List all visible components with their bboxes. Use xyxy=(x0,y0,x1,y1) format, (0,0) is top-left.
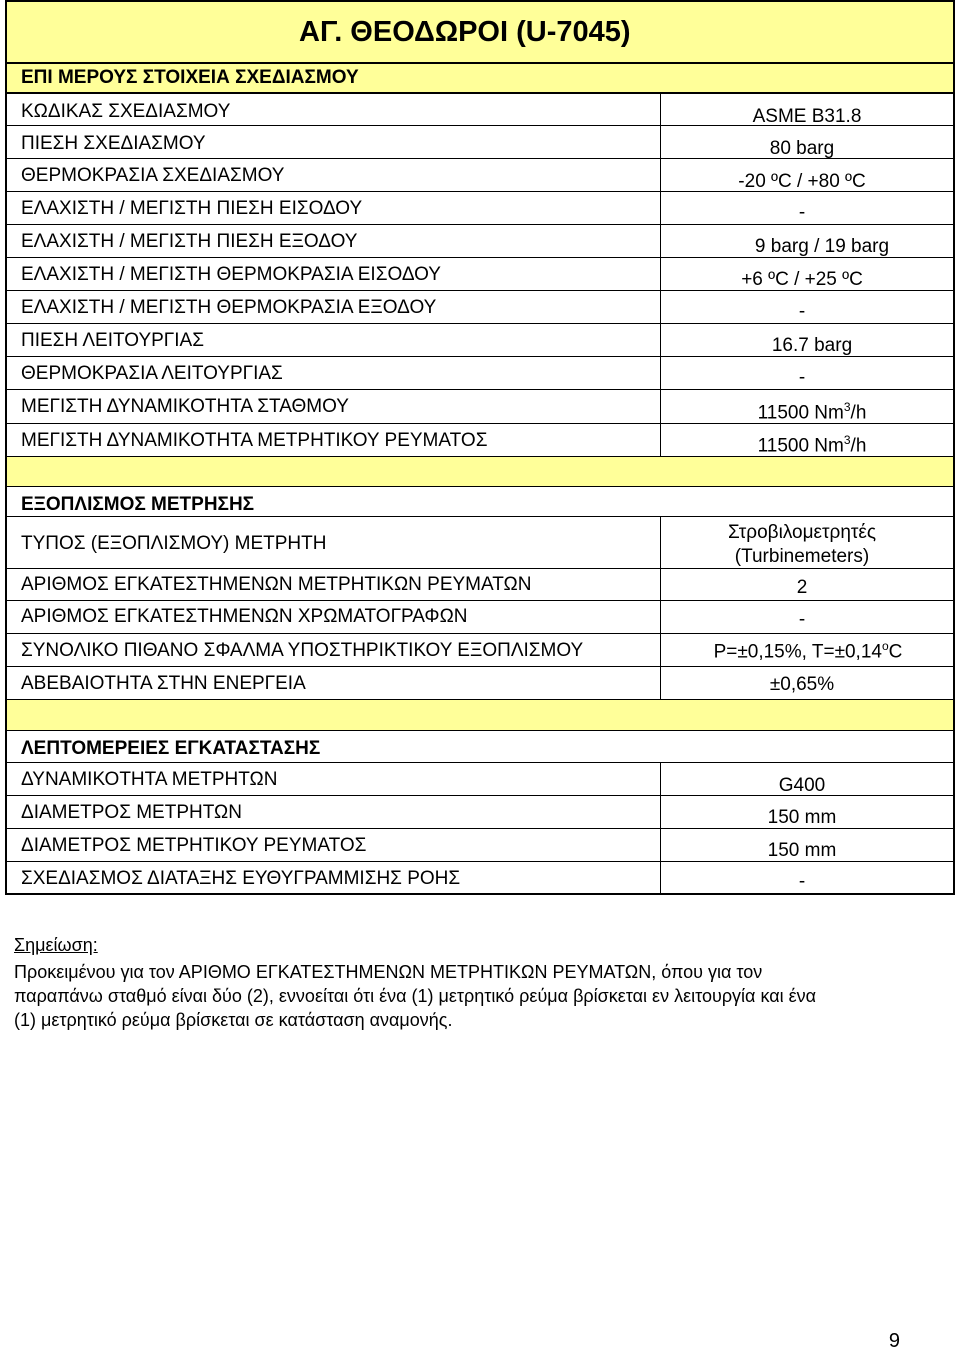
table-row xyxy=(5,225,955,258)
row-value: -20 ºC / +80 ºC xyxy=(738,171,866,192)
page-number: 9 xyxy=(888,1330,900,1352)
row-value: 2 xyxy=(796,577,808,598)
row-value: - xyxy=(798,202,806,223)
row-label: ΕΛΑΧΙΣΤΗ / ΜΕΓΙΣΤΗ ΠΙΕΣΗ ΕΙΣΟΔΟΥ xyxy=(21,198,363,219)
table-row xyxy=(5,763,955,796)
row-label: ΜΕΓΙΣΤΗ ΔΥΝΑΜΙΚΟΤΗΤΑ ΣΤΑΘΜΟΥ xyxy=(21,396,349,417)
row-value: 150 mm xyxy=(767,807,837,828)
row-value: G400 xyxy=(778,775,826,796)
row-label: ΣΧΕΔΙΑΣΜΟΣ ΔΙΑΤΑΞΗΣ ΕΥΘΥΓΡΑΜΜΙΣΗΣ ΡΟΗΣ xyxy=(21,868,461,889)
row-label: ΑΡΙΘΜΟΣ ΕΓΚΑΤΕΣΤΗΜΕΝΩΝ ΜΕΤΡΗΤΙΚΩΝ ΡΕΥΜΑΤΩΝ xyxy=(21,574,532,595)
row-value: - xyxy=(798,871,806,892)
row-value: - xyxy=(798,367,806,388)
row-label: ΘΕΡΜΟΚΡΑΣΙΑ ΣΧΕΔΙΑΣΜΟΥ xyxy=(21,165,285,186)
row-value: 80 barg xyxy=(769,138,835,159)
note-line: (1) μετρητικό ρεύμα βρίσκεται σε κατάσταση αναμονής. xyxy=(14,1010,453,1030)
note-line: παραπάνω σταθμό είναι δύο (2), εννοείται ότι ένα (1) μετρητικό ρεύμα βρίσκεται εν λειτουργία και ένα xyxy=(14,986,817,1006)
table-row xyxy=(5,159,955,192)
column-divider xyxy=(660,94,661,457)
note-title: Σημείωση: xyxy=(14,935,98,955)
row-label: ΠΙΕΣΗ ΣΧΕΔΙΑΣΜΟΥ xyxy=(21,133,206,154)
table-row xyxy=(5,796,955,829)
row-value: - xyxy=(798,301,806,322)
table-row xyxy=(5,94,955,126)
row-value: - xyxy=(798,609,806,630)
row-value: 16.7 barg xyxy=(771,335,853,356)
row-label: ΕΛΑΧΙΣΤΗ / ΜΕΓΙΣΤΗ ΘΕΡΜΟΚΡΑΣΙΑ ΕΙΣΟΔΟΥ xyxy=(21,264,441,285)
row-label: ΘΕΡΜΟΚΡΑΣΙΑ ΛΕΙΤΟΥΡΓΙΑΣ xyxy=(21,363,283,384)
row-label: ΔΙΑΜΕΤΡΟΣ ΜΕΤΡΗΤΙΚΟΥ ΡΕΥΜΑΤΟΣ xyxy=(21,835,367,856)
table-row xyxy=(5,390,955,424)
row-value: +6 ºC / +25 ºC xyxy=(741,269,863,290)
table-row xyxy=(5,324,955,357)
separator xyxy=(5,700,955,731)
table-row xyxy=(5,601,955,634)
row-value: 150 mm xyxy=(767,840,837,861)
row-value: P=±0,15%, $T=\pm 0,14^oC$ xyxy=(713,639,903,663)
separator xyxy=(5,457,955,487)
table-row xyxy=(5,192,955,225)
title-bar xyxy=(5,0,955,64)
table-row xyxy=(5,357,955,390)
page-title: ΑΓ. ΘΕΟΔΩΡΟΙ (U-7045) xyxy=(299,16,631,48)
section-equipment-header xyxy=(5,487,955,517)
table-row xyxy=(5,569,955,601)
table-row xyxy=(5,829,955,862)
row-label: ΕΛΑΧΙΣΤΗ / ΜΕΓΙΣΤΗ ΘΕΡΜΟΚΡΑΣΙΑ ΕΞΟΔΟΥ xyxy=(21,297,437,318)
row-label: ΑΒΕΒΑΙΟΤΗΤΑ ΣΤΗΝ ΕΝΕΡΓΕΙΑ xyxy=(21,673,306,694)
row-value: ASME B31.8 xyxy=(752,106,862,127)
row-value: 11500 Nm$^3$/h xyxy=(757,433,867,457)
column-divider xyxy=(660,763,661,895)
row-label: ΚΩΔΙΚΑΣ ΣΧΕΔΙΑΣΜΟΥ xyxy=(21,101,231,122)
section-installation-header xyxy=(5,731,955,763)
column-divider xyxy=(660,517,661,700)
note-line: Προκειμένου για τον ΑΡΙΘΜΟ ΕΓΚΑΤΕΣΤΗΜΕΝΩΝ ΜΕΤΡΗΤΙΚΩΝ ΡΕΥΜΑΤΩΝ, όπου για τον xyxy=(14,962,763,982)
table-row xyxy=(5,667,955,700)
table-row xyxy=(5,291,955,324)
section-design-header xyxy=(5,64,955,94)
row-label: ΜΕΓΙΣΤΗ ΔΥΝΑΜΙΚΟΤΗΤΑ ΜΕΤΡΗΤΙΚΟΥ ΡΕΥΜΑΤΟΣ xyxy=(21,430,488,451)
row-label: ΔΥΝΑΜΙΚΟΤΗΤΑ ΜΕΤΡΗΤΩΝ xyxy=(21,769,278,790)
table-row xyxy=(5,634,955,667)
table-row xyxy=(5,517,955,569)
row-value: 9 barg / 19 barg xyxy=(754,236,890,257)
table-row xyxy=(5,424,955,457)
table-row xyxy=(5,862,955,895)
row-label: ΠΙΕΣΗ ΛΕΙΤΟΥΡΓΙΑΣ xyxy=(21,330,204,351)
section-title: ΛΕΠΤΟΜΕΡΕΙΕΣ ΕΓΚΑΤΑΣΤΑΣΗΣ xyxy=(21,738,321,759)
row-value: Στροβιλομετρητές (Turbinemeters) xyxy=(727,522,877,567)
row-label: ΔΙΑΜΕΤΡΟΣ ΜΕΤΡΗΤΩΝ xyxy=(21,802,242,823)
table-row xyxy=(5,126,955,159)
row-value: ±0,65% xyxy=(769,674,835,695)
row-label: ΤΥΠΟΣ (ΕΞΟΠΛΙΣΜΟΥ) ΜΕΤΡΗΤΗ xyxy=(21,533,327,554)
row-label: ΣΥΝΟΛΙΚΟ ΠΙΘΑΝΟ ΣΦΑΛΜΑ ΥΠΟΣΤΗΡΙΚΤΙΚΟΥ ΕΞΟΠΛΙΣΜΟΥ xyxy=(21,640,584,661)
section-title: ΕΠΙ ΜΕΡΟΥΣ ΣΤΟΙΧΕΙΑ ΣΧΕΔΙΑΣΜΟΥ xyxy=(21,67,359,88)
row-value: 11500 Nm$^3$/h xyxy=(757,400,867,424)
table-row xyxy=(5,258,955,291)
section-title: ΕΞΟΠΛΙΣΜΟΣ ΜΕΤΡΗΣΗΣ xyxy=(21,494,255,515)
row-label: ΑΡΙΘΜΟΣ ΕΓΚΑΤΕΣΤΗΜΕΝΩΝ ΧΡΩΜΑΤΟΓΡΑΦΩΝ xyxy=(21,606,468,627)
row-label: ΕΛΑΧΙΣΤΗ / ΜΕΓΙΣΤΗ ΠΙΕΣΗ ΕΞΟΔΟΥ xyxy=(21,231,358,252)
